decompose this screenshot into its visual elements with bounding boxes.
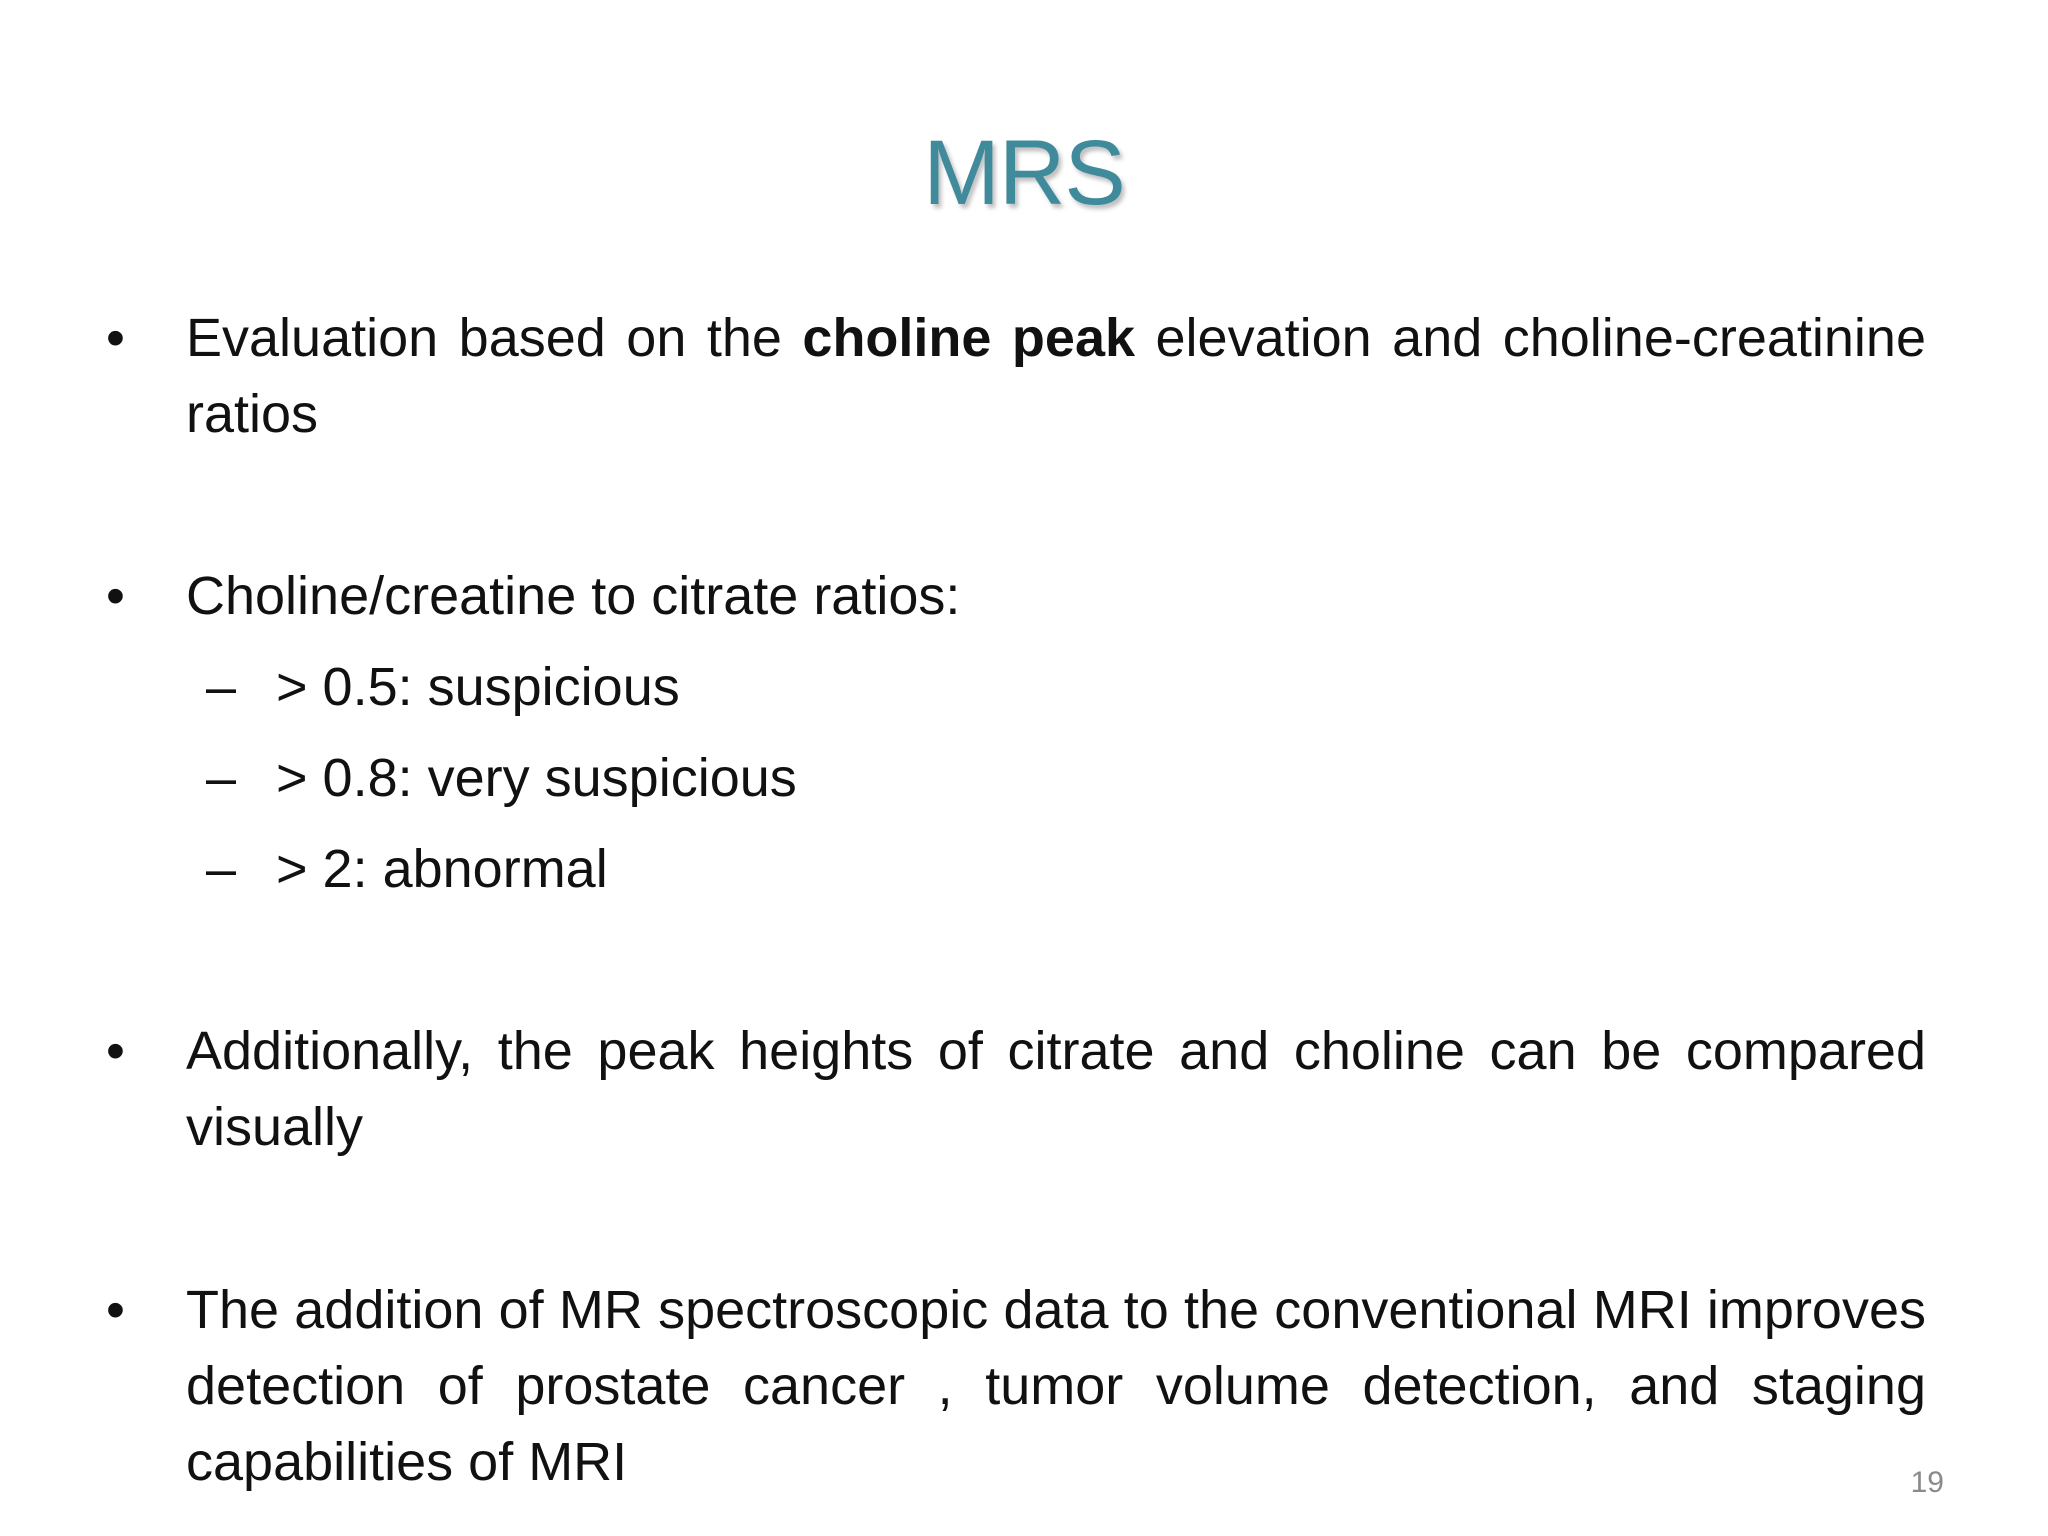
bullet-item-3 [106, 1013, 1926, 1165]
sub-item-3 [206, 831, 608, 907]
bullet-text: elevation and choline-creatinine ratios [186, 308, 1926, 444]
bullet-marker: • [106, 1021, 125, 1081]
sub-item-text: > 0.5: suspicious [276, 657, 680, 717]
dash-marker: – [206, 839, 237, 899]
bullet-text: Choline/creatine to citrate ratios: [186, 566, 961, 626]
bullet-text: Additionally, the peak heights of citrate and choline can be compared visually [186, 1021, 1926, 1157]
bullet-item-2 [106, 558, 1926, 634]
bullet-marker: • [106, 1280, 125, 1340]
dash-marker: – [206, 657, 237, 717]
dash-marker: – [206, 748, 237, 808]
sub-item-1 [206, 649, 680, 725]
slide-title: MRS [923, 122, 1125, 224]
sub-item-text: > 2: abnormal [276, 839, 608, 899]
bullet-bold-text: choline peak [802, 308, 1136, 368]
sub-item-text: > 0.8: very suspicious [276, 748, 797, 808]
bullet-marker: • [106, 308, 125, 368]
sub-item-2 [206, 740, 797, 816]
bullet-item-1 [106, 300, 1926, 452]
bullet-marker: • [106, 566, 125, 626]
bullet-text: Evaluation based on the [186, 308, 803, 368]
bullet-text: The addition of MR spectroscopic data to the conventional MRI improves detection of prostate cancer , tumor volume detection, and staging capabilities of MRI [186, 1280, 1926, 1492]
page-number: 19 [1910, 1466, 1944, 1499]
bullet-item-4 [106, 1272, 1926, 1500]
